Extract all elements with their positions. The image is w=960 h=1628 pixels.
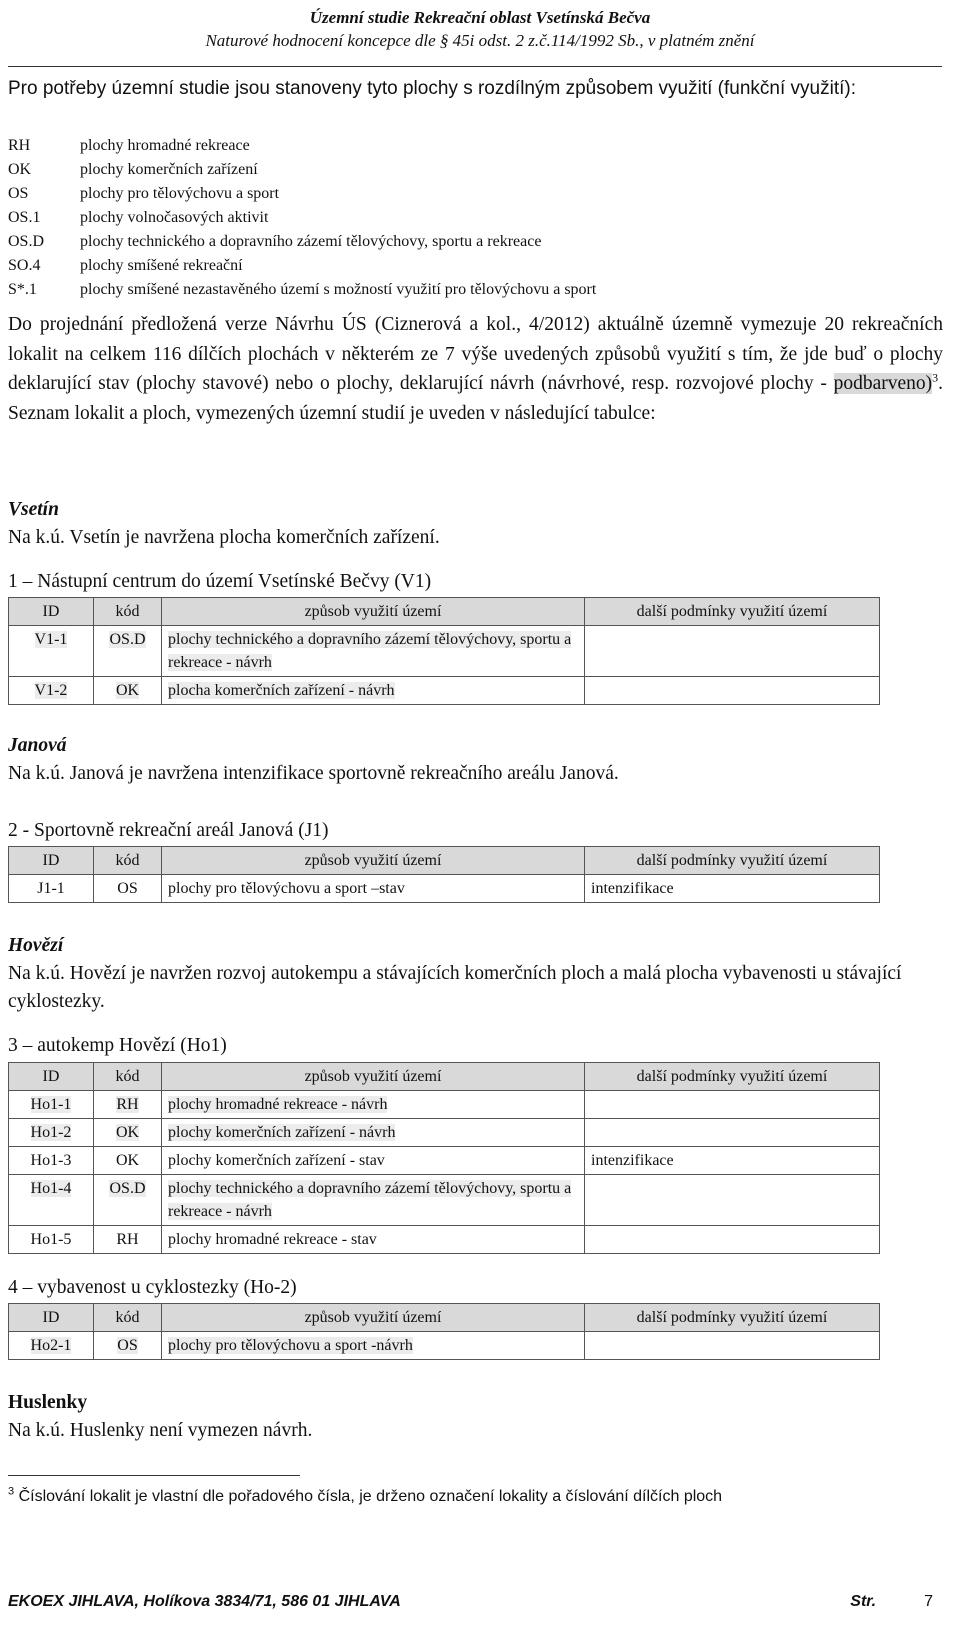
section-title-ho2: 4 – vybavenost u cyklostezky (Ho-2) <box>8 1277 297 1298</box>
page-number: 7 <box>924 1593 933 1610</box>
cell-id: Ho1-5 <box>9 1226 94 1254</box>
legend-code: RH <box>8 137 31 154</box>
cell-use: plochy pro tělovýchovu a sport –stav <box>162 875 585 903</box>
cell-id: Ho1-3 <box>9 1147 94 1175</box>
locality-text: Na k.ú. Vsetín je navržena plocha komerčních zařízení. <box>8 527 440 548</box>
col-header-kod: kód <box>94 598 162 626</box>
footer-page-label: Str. <box>850 1593 877 1610</box>
cell-conditions <box>585 1119 880 1147</box>
legend-row <box>8 134 596 158</box>
footnote <box>8 1486 722 1508</box>
header-subtitle: Naturové hodnocení koncepce dle § 45i odst. 2 z.č.114/1992 Sb., v platném znění <box>205 31 755 50</box>
col-header-conditions: další podmínky využití území <box>585 847 880 875</box>
table-ho2 <box>8 1303 880 1360</box>
legend-label: plochy hromadné rekreace <box>80 137 250 154</box>
header-title: Územní studie Rekreační oblast Vsetínská Bečva <box>309 8 651 27</box>
locality-title: Huslenky <box>8 1392 88 1413</box>
cell-id: V1-1 <box>9 626 94 677</box>
table-row <box>9 1147 880 1175</box>
col-header-id: ID <box>9 847 94 875</box>
col-header-use: způsob využití území <box>162 1063 585 1091</box>
locality-text: Na k.ú. Janová je navržena intenzifikace sportovně rekreačního areálu Janová. <box>8 763 619 784</box>
locality-text: Na k.ú. Hovězí je navržen rozvoj autokempu a stávajících komerčních ploch a malá plocha vybavenosti u stávající cyklostezky. <box>8 963 902 1012</box>
land-use-legend <box>8 134 596 302</box>
legend-code: S*.1 <box>8 281 37 298</box>
legend-code: OS.D <box>8 233 45 250</box>
cell-use: plochy technického a dopravního zázemí tělovýchovy, sportu a rekreace - návrh <box>162 1175 585 1226</box>
legend-label: plochy smíšené nezastavěného území s možností využití pro tělovýchovu a sport <box>80 281 597 298</box>
col-header-conditions: další podmínky využití území <box>585 1063 880 1091</box>
locality-janova <box>8 732 619 788</box>
table-row <box>9 677 880 705</box>
summary-paragraph <box>8 310 943 428</box>
cell-use: plochy hromadné rekreace - návrh <box>162 1091 585 1119</box>
footer-address: EKOEX JIHLAVA, Holíkova 3834/71, 586 01 JIHLAVA <box>8 1593 401 1610</box>
col-header-id: ID <box>9 1063 94 1091</box>
legend-label: plochy pro tělovýchovu a sport <box>80 185 280 202</box>
locality-huslenky <box>8 1389 312 1445</box>
legend-row <box>8 230 596 254</box>
table-row <box>9 1226 880 1254</box>
col-header-use: způsob využití území <box>162 847 585 875</box>
col-header-kod: kód <box>94 1063 162 1091</box>
cell-conditions <box>585 1091 880 1119</box>
cell-conditions <box>585 1175 880 1226</box>
footnote-number: 3 <box>8 1485 15 1498</box>
table-row <box>9 1119 880 1147</box>
section-title-ho1: 3 – autokemp Hovězí (Ho1) <box>8 1035 227 1056</box>
cell-kod: OK <box>94 1147 162 1175</box>
legend-label: plochy komerčních zařízení <box>80 161 258 178</box>
intro-text: Pro potřeby územní studie jsou stanoveny tyto plochy s rozdílným způsobem využití (funkční využití): <box>8 78 856 99</box>
locality-text: Na k.ú. Huslenky není vymezen návrh. <box>8 1420 313 1441</box>
footnote-divider <box>8 1475 300 1476</box>
cell-conditions <box>585 1332 880 1360</box>
table-row <box>9 1332 880 1360</box>
cell-conditions: intenzifikace <box>585 875 880 903</box>
page-header <box>0 6 960 52</box>
legend-row <box>8 158 596 182</box>
page-footer <box>8 1590 933 1614</box>
table-row <box>9 1175 880 1226</box>
cell-kod: OS <box>94 1332 162 1360</box>
cell-kod: OS.D <box>94 1175 162 1226</box>
cell-use: plochy komerčních zařízení - návrh <box>162 1119 585 1147</box>
col-header-conditions: další podmínky využití území <box>585 1304 880 1332</box>
cell-conditions <box>585 1226 880 1254</box>
cell-id: Ho1-1 <box>9 1091 94 1119</box>
cell-kod: OS.D <box>94 626 162 677</box>
table-header-row <box>9 847 880 875</box>
table-row <box>9 1091 880 1119</box>
legend-row <box>8 278 596 302</box>
legend-label: plochy technického a dopravního zázemí tělovýchovy, sportu a rekreace <box>80 233 542 250</box>
highlight-text: podbarveno) <box>833 373 933 394</box>
cell-kod: OK <box>94 1119 162 1147</box>
cell-conditions <box>585 677 880 705</box>
cell-kod: RH <box>94 1091 162 1119</box>
table-v1 <box>8 597 880 705</box>
table-ho1 <box>8 1062 880 1254</box>
table-header-row <box>9 598 880 626</box>
legend-code: SO.4 <box>8 257 41 274</box>
col-header-id: ID <box>9 1304 94 1332</box>
locality-title: Vsetín <box>8 499 59 520</box>
cell-id: Ho1-4 <box>9 1175 94 1226</box>
locality-hovezi <box>8 932 933 1016</box>
col-header-conditions: další podmínky využití území <box>585 598 880 626</box>
legend-row <box>8 254 596 278</box>
footer-page-info <box>850 1590 933 1614</box>
legend-code: OS <box>8 185 29 202</box>
section-title-j1: 2 - Sportovně rekreační areál Janová (J1) <box>8 820 329 841</box>
table-header-row <box>9 1304 880 1332</box>
section-title-v1: 1 – Nástupní centrum do území Vsetínské Bečvy (V1) <box>8 571 432 592</box>
paragraph-text-2: . Seznam lokalit a ploch, vymezených územní studií je uveden v následující tabulce: <box>8 373 943 424</box>
table-j1 <box>8 846 880 903</box>
cell-kod: OK <box>94 677 162 705</box>
col-header-id: ID <box>9 598 94 626</box>
legend-label: plochy smíšené rekreační <box>80 257 243 274</box>
table-row <box>9 626 880 677</box>
legend-code: OK <box>8 161 32 178</box>
col-header-kod: kód <box>94 1304 162 1332</box>
table-row <box>9 875 880 903</box>
cell-use: plochy pro tělovýchovu a sport -návrh <box>162 1332 585 1360</box>
legend-code: OS.1 <box>8 209 41 226</box>
cell-id: Ho1-2 <box>9 1119 94 1147</box>
cell-id: J1-1 <box>9 875 94 903</box>
locality-title: Hovězí <box>8 935 64 956</box>
footnote-text: Číslování lokalit je vlastní dle pořadového čísla, je drženo označení lokality a číslování dílčích ploch <box>18 1488 723 1505</box>
paragraph-text-1: Do projednání předložená verze Návrhu ÚS (Ciznerová a kol., 4/2012) aktuálně územně vymezuje 20 rekreačních lokalit na celkem 116 dílčích plochách v některém ze 7 výše uvedených způsobů využití s tím, že jde buď o plochy deklarující stav (plochy stavové) nebo o plochy, deklarující návrh (návrhové, resp. rozvojové plochy - <box>8 314 943 394</box>
legend-row <box>8 206 596 230</box>
cell-kod: OS <box>94 875 162 903</box>
cell-use: plocha komerčních zařízení - návrh <box>162 677 585 705</box>
legend-row <box>8 182 596 206</box>
col-header-kod: kód <box>94 847 162 875</box>
col-header-use: způsob využití území <box>162 598 585 626</box>
table-header-row <box>9 1063 880 1091</box>
locality-vsetin <box>8 496 440 552</box>
locality-title: Janová <box>8 735 67 756</box>
header-divider <box>8 66 942 67</box>
cell-id: V1-2 <box>9 677 94 705</box>
cell-use: plochy hromadné rekreace - stav <box>162 1226 585 1254</box>
cell-conditions: intenzifikace <box>585 1147 880 1175</box>
cell-use: plochy technického a dopravního zázemí tělovýchovy, sportu a rekreace - návrh <box>162 626 585 677</box>
footnote-ref[interactable]: 3 <box>932 370 939 385</box>
cell-conditions <box>585 626 880 677</box>
cell-kod: RH <box>94 1226 162 1254</box>
cell-id: Ho2-1 <box>9 1332 94 1360</box>
col-header-use: způsob využití území <box>162 1304 585 1332</box>
legend-label: plochy volnočasových aktivit <box>80 209 269 226</box>
cell-use: plochy komerčních zařízení - stav <box>162 1147 585 1175</box>
